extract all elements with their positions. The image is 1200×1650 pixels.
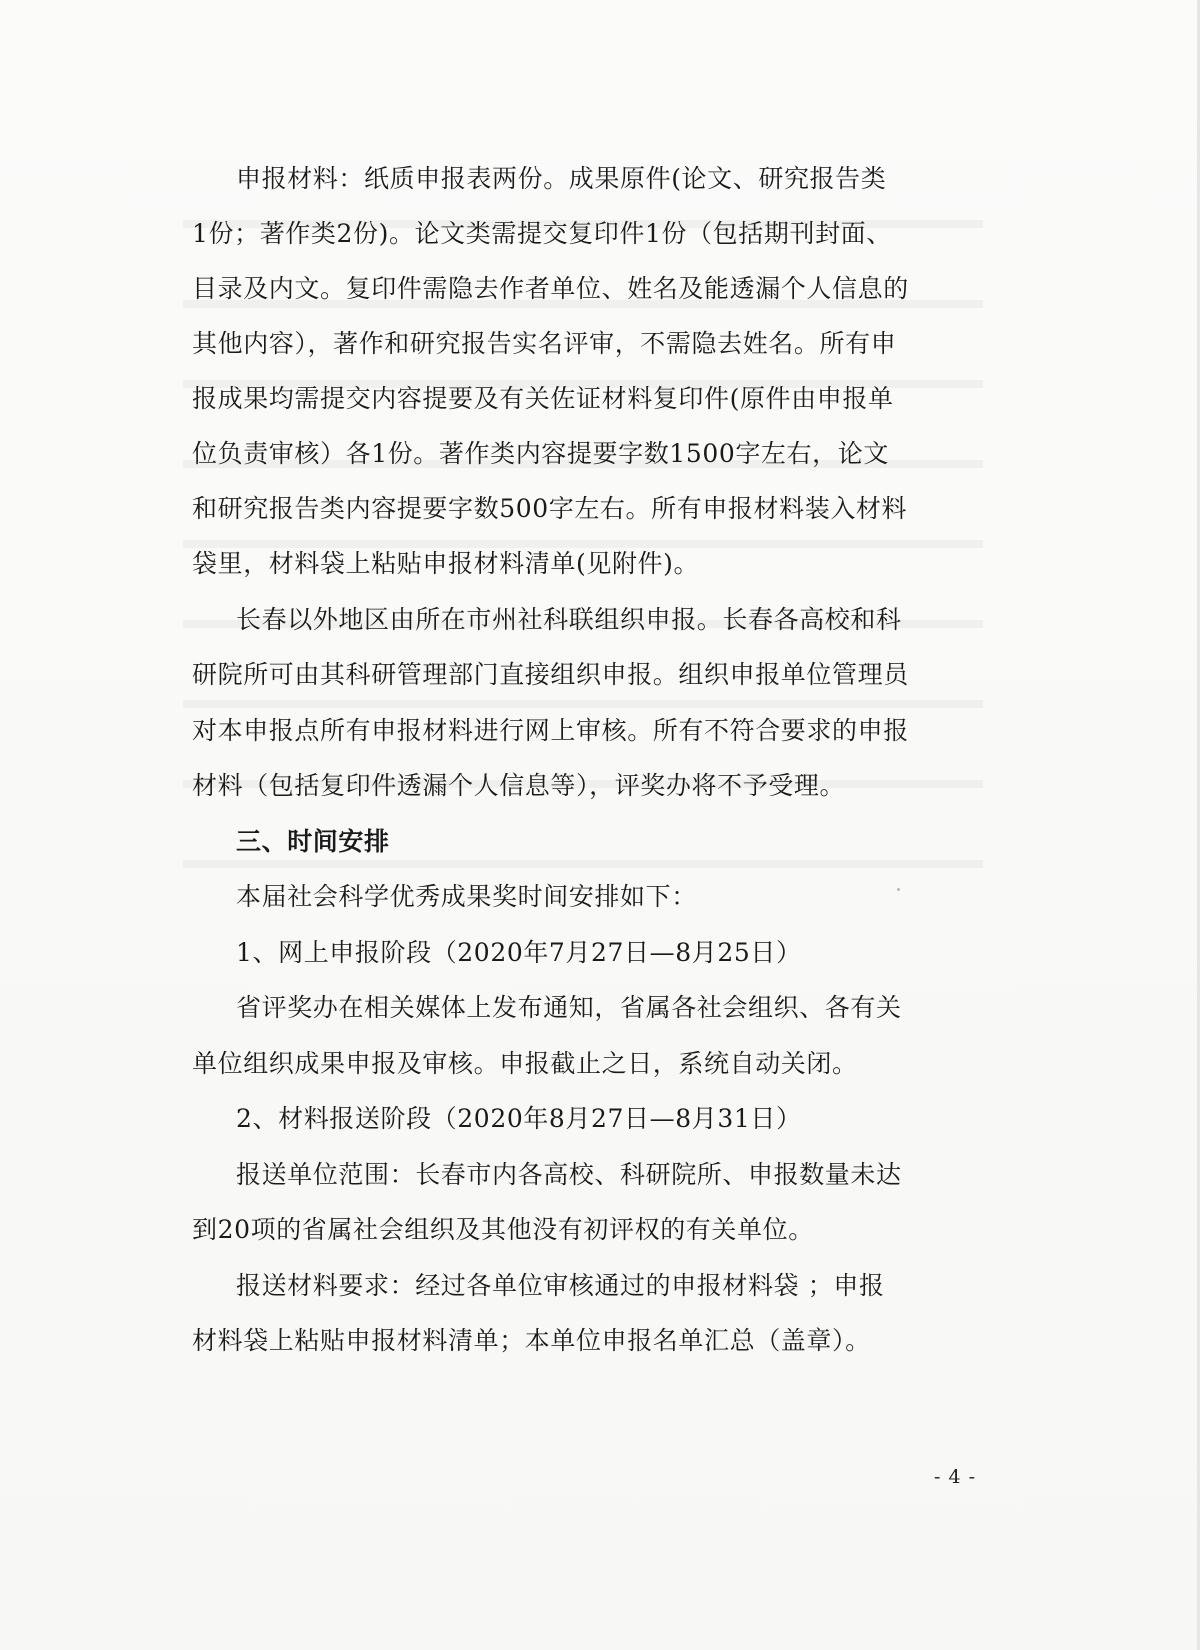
- paragraph-line: 和研究报告类内容提要字数500字左右。所有申报材料装入材料: [192, 494, 908, 523]
- paragraph-line: 申报材料：纸质申报表两份。成果原件(论文、研究报告类: [236, 164, 887, 193]
- paragraph-line: 材料袋上粘贴申报材料清单；本单位申报名单汇总（盖章）。: [192, 1326, 871, 1355]
- paragraph-line: 报送单位范围：长春市内各高校、科研院所、申报数量未达: [236, 1160, 902, 1189]
- subheading-line: 1、网上申报阶段（2020年7月27日—8月25日）: [236, 938, 802, 967]
- paragraph-line: 研院所可由其科研管理部门直接组织申报。组织申报单位管理员: [192, 660, 909, 689]
- paragraph-line: 长春以外地区由所在市州社科联组织申报。长春各高校和科: [236, 605, 902, 634]
- paragraph-line: 本届社会科学优秀成果奖时间安排如下：: [236, 882, 697, 911]
- section-heading: 三、时间安排: [236, 827, 390, 856]
- paragraph-line: 报送材料要求：经过各单位审核通过的申报材料袋 ；申报: [236, 1271, 885, 1300]
- paragraph-line: 对本申报点所有申报材料进行网上审核。所有不符合要求的申报: [192, 716, 909, 745]
- paragraph-line: 袋里，材料袋上粘贴申报材料清单(见附件)。: [192, 549, 700, 578]
- page-number: - 4 -: [934, 1466, 977, 1488]
- paragraph-line: 位负责审核）各1份。著作类内容提要字数1500字左右，论文: [192, 439, 889, 468]
- paragraph-line: 其他内容），著作和研究报告实名评审，不需隐去姓名。所有申: [192, 329, 897, 358]
- paragraph-line: 1份；著作类2份)。论文类需提交复印件1份（包括期刊封面、: [192, 219, 892, 248]
- paragraph-line: 省评奖办在相关媒体上发布通知，省属各社会组织、各有关: [236, 993, 902, 1022]
- paragraph-line: 目录及内文。复印件需隐去作者单位、姓名及能透漏个人信息的: [192, 274, 909, 303]
- paragraph-line: 材料（包括复印件透漏个人信息等），评奖办将不予受理。: [192, 771, 846, 800]
- paragraph-line: 到20项的省属社会组织及其他没有初评权的有关单位。: [192, 1215, 814, 1244]
- paragraph-line: 报成果均需提交内容提要及有关佐证材料复印件(原件由申报单: [192, 384, 894, 413]
- subheading-line: 2、材料报送阶段（2020年8月27日—8月31日）: [236, 1104, 802, 1133]
- paragraph-line: 单位组织成果申报及审核。申报截止之日，系统自动关闭。: [192, 1049, 858, 1078]
